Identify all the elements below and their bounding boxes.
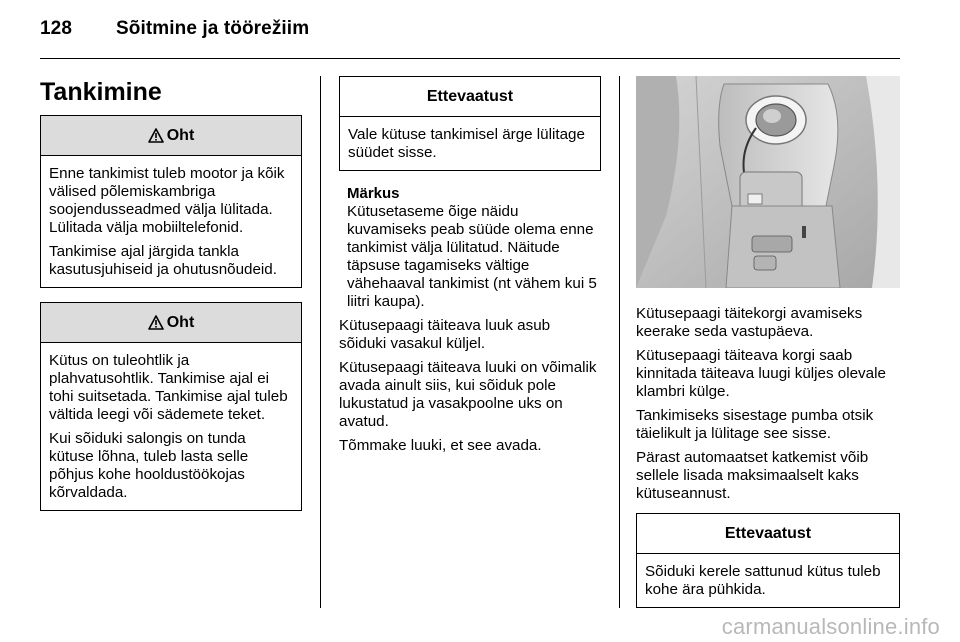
body-paragraph: Tankimiseks sisestage pumba otsik täielikult ja lülitage see sisse.	[636, 407, 874, 442]
danger-box-header	[41, 303, 301, 343]
column-2	[339, 76, 601, 461]
danger-box-header	[41, 116, 301, 156]
note-block	[339, 185, 601, 311]
body-paragraph: Kütusepaagi täiteava luuk asub sõiduki vasakul küljel.	[339, 317, 551, 352]
column-separator	[619, 76, 620, 608]
watermark: carmanualsonline.info	[721, 614, 940, 639]
caution-box-header	[340, 77, 600, 117]
body-paragraph: Pärast automaatset katkemist võib sellele lisada maksimaalselt kaks kütuseannust.	[636, 449, 869, 502]
body-paragraph: Kütusepaagi täiteava luuki on võimalik avada ainult siis, kui sõiduk pole lukustatud ja vasakpoolne uks on avatud.	[339, 359, 597, 430]
chapter-title: Sõitmine ja töörežiim	[116, 18, 310, 39]
warning-triangle-icon	[148, 315, 164, 330]
column-separator	[320, 76, 321, 608]
danger-box-body	[41, 156, 301, 287]
body-paragraph: Kütusepaagi täitekorgi avamiseks keerake seda vastupäeva.	[636, 305, 863, 340]
column-1	[40, 76, 302, 525]
note-text: Kütusetaseme õige näidu kuvamiseks peab süüde olema enne tankimist välja lülitatud. Näitude täpsuse tagamiseks vältige vähehaaval tankimist (nt vähem kui 5 liitri kaupa).	[347, 203, 597, 310]
header-rule	[40, 58, 900, 59]
danger-label: Oht	[166, 126, 195, 144]
danger-paragraph: Tankimise ajal järgida tankla kasutusjuhiseid ja ohutusnõudeid.	[49, 243, 277, 278]
fuel-filler-cap-illustration	[636, 76, 900, 288]
caution-box-body	[637, 554, 899, 607]
page-number: 128	[40, 18, 73, 39]
caution-box	[339, 76, 601, 171]
danger-box-body	[41, 343, 301, 510]
caution-label: Ettevaatust	[724, 524, 812, 542]
danger-paragraph: Kui sõiduki salongis on tunda kütuse lõhna, tuleb lasta selle põhjus kohe hooldustöökojas kõrvaldada.	[49, 430, 249, 501]
column-3	[636, 76, 900, 622]
danger-label: Oht	[166, 313, 195, 331]
danger-paragraph: Enne tankimist tuleb mootor ja kõik välised põlemiskambriga soojendusseadmed välja lülitada. Lülitada välja mobiiltelefonid.	[49, 165, 285, 236]
caution-box	[636, 513, 900, 608]
body-paragraph: Kütusepaagi täiteava korgi saab kinnitada täiteava luugi küljes olevale klambri külge.	[636, 347, 886, 400]
caution-box-body	[340, 117, 600, 170]
danger-box	[40, 302, 302, 511]
caution-label: Ettevaatust	[426, 87, 514, 105]
warning-triangle-icon	[148, 128, 164, 143]
caution-text: Sõiduki kerele sattunud kütus tuleb kohe ära pühkida.	[645, 563, 881, 598]
danger-box	[40, 115, 302, 288]
page-header	[40, 18, 309, 40]
note-title: Märkus	[347, 185, 400, 202]
caution-box-header	[637, 514, 899, 554]
body-paragraph: Tõmmake luuki, et see avada.	[339, 437, 542, 454]
caution-text: Vale kütuse tankimisel ärge lülitage süüdet sisse.	[348, 126, 585, 161]
section-title: Tankimine	[40, 78, 162, 106]
danger-paragraph: Kütus on tuleohtlik ja plahvatusohtlik. Tankimise ajal ei tohi suitsetada. Tankimise ajal tuleb vältida leegi või sädemete teket.	[49, 352, 288, 423]
